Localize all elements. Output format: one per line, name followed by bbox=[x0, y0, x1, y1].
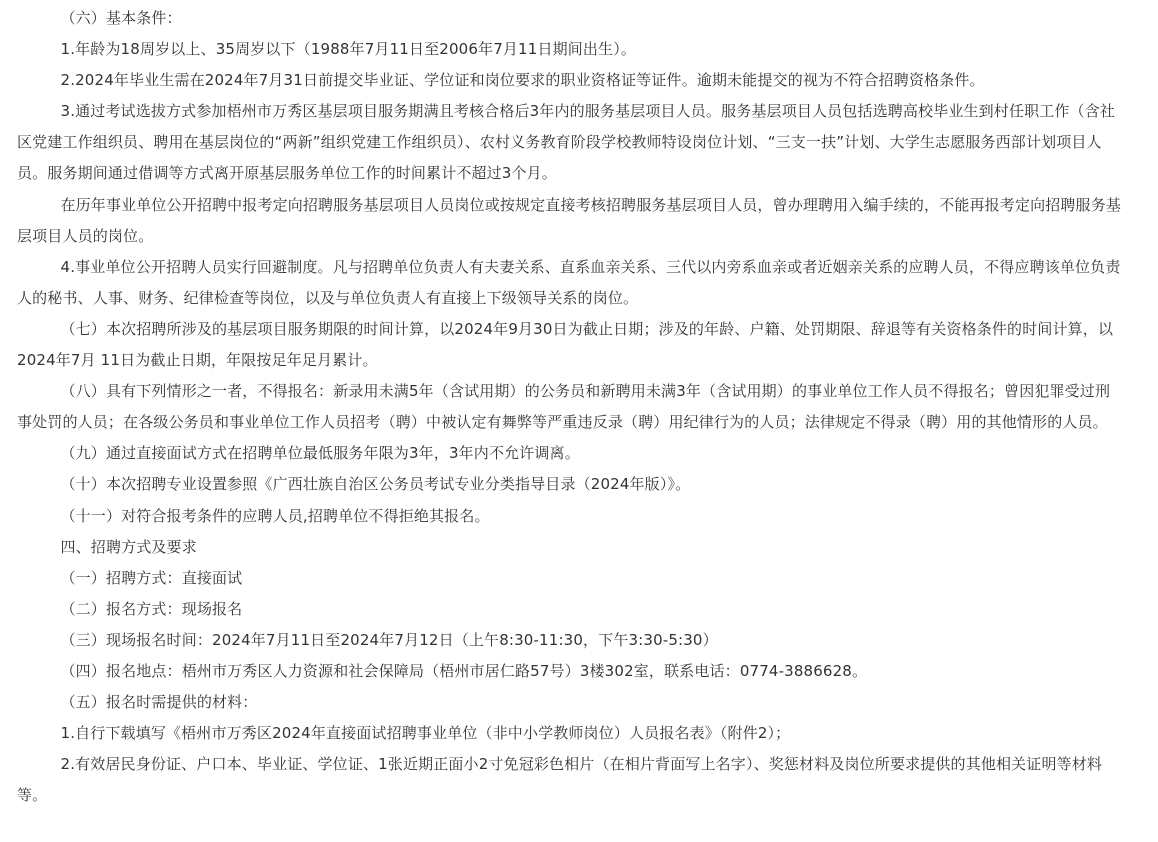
registration-method: （二）报名方式：现场报名 bbox=[60, 599, 243, 618]
section-time-calculation: （七）本次招聘所涉及的基层项目服务期限的时间计算，以2024年9月30日为截止日期；涉及的年龄、户籍、处罚期限、辞退等有关资格条件的时间计算，以2024年7月 11日为截止日期，年限按足年足月累计。 bbox=[17, 319, 1114, 370]
required-materials-heading: （五）报名时需提供的材料： bbox=[60, 693, 258, 712]
material-registration-form: 1.自行下载填写《梧州市万秀区2024年直接面试招聘事业单位（非中小学教师岗位）人员报名表》（附件2）； bbox=[60, 724, 791, 743]
section-disqualifications: （八）具有下列情形之一者，不得报名：新录用未满5年（含试用期）的公务员和新聘用未满3年（含试用期）的事业单位工作人员不得报名；曾因犯罪受过刑事处罚的人员；在各级公务员和事业单位工作人员招考（聘）中被认定有舞弊等严重违反录（聘）用纪律行为的人员；法律规定不得录（聘）用的其他情形的人员。 bbox=[17, 382, 1111, 432]
condition-previous-hire: 在历年事业单位公开招聘中报考定向招聘服务基层项目人员岗位或按规定直接考核招聘服务基层项目人员，曾办理聘用入编手续的，不能再报考定向招聘服务基层项目人员的岗位。 bbox=[17, 195, 1122, 245]
section-recruitment-method-heading: 四、招聘方式及要求 bbox=[60, 537, 197, 556]
condition-age: 1.年龄为18周岁以上、35周岁以下（1988年7月11日至2006年7月11日期间出生）。 bbox=[60, 40, 636, 59]
registration-time: （三）现场报名时间：2024年7月11日至2024年7月12日（上午8:30-11:30，下午3:30-5:30） bbox=[60, 630, 718, 649]
registration-location: （四）报名地点：梧州市万秀区人力资源和社会保障局（梧州市居仁路57号）3楼302室，联系电话：0774-3886628。 bbox=[60, 661, 868, 680]
section-basic-conditions-heading: （六）基本条件： bbox=[60, 9, 182, 27]
material-documents: 2.有效居民身份证、户口本、毕业证、学位证、1张近期正面小2寸免冠彩色相片（在相片背面写上名字）、奖惩材料及岗位所要求提供的其他相关证明等材料等。 bbox=[17, 755, 1103, 805]
section-minimum-service: （九）通过直接面试方式在招聘单位最低服务年限为3年，3年内不允许调离。 bbox=[60, 444, 580, 463]
section-no-refusal: （十一）对符合报考条件的应聘人员,招聘单位不得拒绝其报名。 bbox=[60, 506, 490, 525]
recruitment-method: （一）招聘方式：直接面试 bbox=[60, 568, 243, 587]
condition-avoidance: 4.事业单位公开招聘人员实行回避制度。凡与招聘单位负责人有夫妻关系、直系血亲关系、三代以内旁系血亲或者近姻亲关系的应聘人员，不得应聘该单位负责人的秘书、人事、财务、纪律检查等岗位，以及与单位负责人有直接上下级领导关系的岗位。 bbox=[17, 257, 1121, 307]
condition-graduates: 2.2024年毕业生需在2024年7月31日前提交毕业证、学位证和岗位要求的职业资格证等证件。逾期未能提交的视为不符合招聘资格条件。 bbox=[60, 71, 985, 90]
section-major-catalog: （十）本次招聘专业设置参照《广西壮族自治区公务员考试专业分类指导目录（2024年版）》。 bbox=[60, 475, 691, 494]
condition-grassroots-service: 3.通过考试选拔方式参加梧州市万秀区基层项目服务期满且考核合格后3年内的服务基层项目人员。服务基层项目人员包括选聘高校毕业生到村任职工作（含社区党建工作组织员、聘用在基层岗位的“两新”组织党建工作组织员）、农村义务教育阶段学校教师特设岗位计划、“三支一扶”计划、大学生志愿服务西部计划项目人员。服务期间通过借调等方式离开原基层服务单位工作的时间累计不超过3个月。 bbox=[17, 102, 1116, 183]
